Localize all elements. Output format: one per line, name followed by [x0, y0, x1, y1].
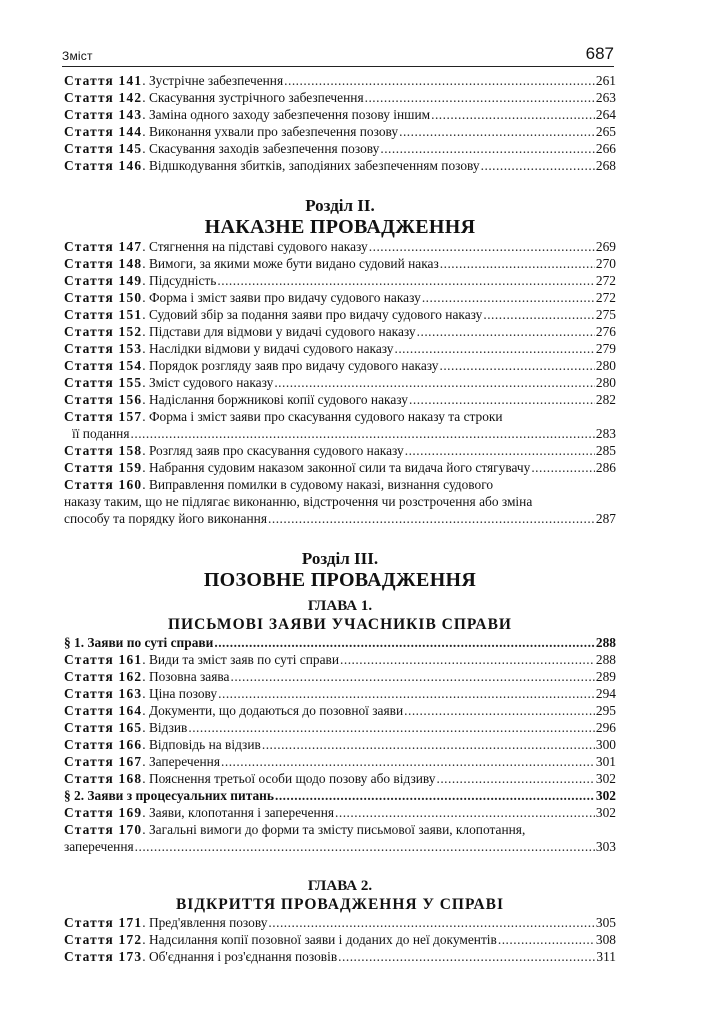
toc-entry [64, 323, 616, 340]
article-page: 272 [595, 290, 616, 305]
toc-entry [64, 72, 616, 89]
dot-leader [436, 770, 594, 787]
running-header [62, 44, 614, 67]
article-page: 269 [595, 239, 616, 254]
dot-leader [404, 702, 595, 719]
toc-entry [64, 651, 616, 668]
section-gap [64, 855, 616, 877]
article-page: 295 [595, 703, 616, 718]
article-number: Стаття 151 [64, 307, 143, 322]
dot-leader [268, 510, 595, 527]
article-title-end: способу та порядку його виконання [64, 511, 267, 526]
article-number: Стаття 142 [64, 90, 143, 105]
article-title: . Ціна позову [142, 686, 218, 701]
article-number: Стаття 157 [64, 409, 143, 424]
article-page: 288 [595, 652, 616, 667]
dot-leader [405, 442, 595, 459]
article-title: . Заперечення [142, 754, 221, 769]
dot-leader [365, 89, 595, 106]
article-title-end: її подання [72, 426, 130, 441]
article-title: . Види та зміст заяв по суті справи [142, 652, 340, 667]
dot-leader [214, 634, 595, 651]
article-number: Стаття 144 [64, 124, 143, 139]
section-gap [64, 527, 616, 549]
article-page: 261 [595, 73, 616, 88]
article-number: Стаття 169 [64, 805, 143, 820]
toc-entry [64, 89, 616, 106]
article-title: . Судовий збір за подання заяви про видачу судового наказу [142, 307, 483, 322]
toc-entry [64, 753, 616, 770]
article-page: 264 [595, 107, 616, 122]
toc-entry [64, 106, 616, 123]
article-number: Стаття 173 [64, 949, 143, 964]
article-title: . Відзив [142, 720, 188, 735]
article-number: Стаття 170 [64, 822, 143, 837]
section-label: Розділ ІІ. [305, 196, 375, 215]
toc-entry [64, 736, 616, 753]
toc-entry [64, 255, 616, 272]
dot-leader [188, 719, 595, 736]
article-number: Стаття 149 [64, 273, 143, 288]
dot-leader [380, 140, 595, 157]
dot-leader [481, 157, 595, 174]
chapter-label: ГЛАВА 2. [307, 878, 373, 894]
toc-entry [64, 140, 616, 157]
article-page: 294 [595, 686, 616, 701]
dot-leader [338, 948, 595, 965]
article-number: Стаття 154 [64, 358, 143, 373]
dot-leader [498, 931, 595, 948]
article-page: 300 [595, 737, 616, 752]
dot-leader [340, 651, 595, 668]
article-title: . Документи, що додаються до позовної заяви [142, 703, 404, 718]
article-page: 303 [595, 839, 616, 854]
toc-entry [64, 123, 616, 140]
article-title: . Відшкодування збитків, заподіяних забезпеченням позову [142, 158, 480, 173]
chapter-title: ВІДКРИТТЯ ПРОВАДЖЕННЯ У СПРАВІ [175, 896, 505, 913]
chapter-label: ГЛАВА 1. [307, 598, 373, 614]
dot-leader [230, 668, 594, 685]
toc-entry [64, 357, 616, 374]
toc-entry [64, 289, 616, 306]
toc-subsection [64, 634, 616, 651]
dot-leader [399, 123, 595, 140]
dot-leader [369, 238, 595, 255]
article-number: Стаття 141 [64, 73, 143, 88]
article-page: 287 [595, 511, 616, 526]
toc-entry [64, 391, 616, 408]
dot-leader [284, 72, 595, 89]
entry-last-line [64, 425, 616, 442]
article-page: 282 [595, 392, 616, 407]
article-number: Стаття 162 [64, 669, 143, 684]
page-number: 687 [585, 44, 614, 63]
article-title: . Відповідь на відзив [142, 737, 261, 752]
entry-first-line [64, 476, 616, 493]
dot-leader [439, 357, 594, 374]
article-number: Стаття 159 [64, 460, 143, 475]
article-page: 268 [595, 158, 616, 173]
toc-entry [64, 931, 616, 948]
entry-first-line [64, 408, 616, 425]
article-title: . Позовна заява [142, 669, 230, 684]
article-title: . Виправлення помилки в судовому наказі, визнання судового [142, 477, 494, 492]
article-page: 308 [595, 932, 616, 947]
article-title: . Скасування зустрічного забезпечення [142, 90, 364, 105]
toc-entry [64, 238, 616, 255]
article-title: . Зміст судового наказу [142, 375, 274, 390]
article-title: . Заяви, клопотання і заперечення [142, 805, 335, 820]
article-page: 302 [595, 788, 616, 803]
toc-entry [64, 948, 616, 965]
article-page: 288 [595, 635, 616, 650]
article-number: Стаття 158 [64, 443, 143, 458]
article-page: 280 [595, 358, 616, 373]
dot-leader [431, 106, 595, 123]
article-title: § 2. Заяви з процесуальних питань [64, 788, 274, 803]
article-title: . Пояснення третьої особи щодо позову або відзиву [142, 771, 436, 786]
section-title: НАКАЗНЕ ПРОВАДЖЕННЯ [204, 216, 476, 238]
article-number: Стаття 160 [64, 477, 143, 492]
toc-entry [64, 374, 616, 391]
toc-entry [64, 668, 616, 685]
article-page: 265 [595, 124, 616, 139]
article-number: Стаття 148 [64, 256, 143, 271]
article-number: Стаття 143 [64, 107, 143, 122]
dot-leader [274, 374, 595, 391]
entry-first-line [64, 821, 616, 838]
article-title: . Пред'явлення позову [142, 915, 268, 930]
dot-leader [135, 838, 595, 855]
chapter-title: ПИСЬМОВІ ЗАЯВИ УЧАСНИКІВ СПРАВИ [168, 616, 512, 633]
article-title: . Заміна одного заходу забезпечення позову іншим [142, 107, 431, 122]
toc-entry [64, 804, 616, 821]
dot-leader [217, 272, 595, 289]
dot-leader [262, 736, 595, 753]
article-number: Стаття 163 [64, 686, 143, 701]
article-page: 311 [596, 949, 616, 964]
toc-subsection [64, 787, 616, 804]
article-page: 301 [595, 754, 616, 769]
article-page: 272 [595, 273, 616, 288]
toc-entry [64, 702, 616, 719]
toc-entry [64, 442, 616, 459]
article-title: . Надсилання копії позовної заяви і доданих до неї документів [142, 932, 497, 947]
article-page: 302 [595, 771, 616, 786]
section-gap [64, 174, 616, 196]
toc-entry [64, 914, 616, 931]
article-title: . Об'єднання і роз'єднання позовів [142, 949, 338, 964]
article-number: Стаття 150 [64, 290, 143, 305]
article-number: Стаття 147 [64, 239, 143, 254]
dot-leader [218, 685, 595, 702]
dot-leader [483, 306, 595, 323]
article-title: . Виконання ухвали про забезпечення позову [142, 124, 399, 139]
toc-entry [64, 306, 616, 323]
dot-leader [422, 289, 595, 306]
toc-entry-multiline [64, 408, 616, 442]
article-number: Стаття 155 [64, 375, 143, 390]
header-section-name: Зміст [62, 49, 93, 63]
article-page: 305 [595, 915, 616, 930]
article-page: 276 [595, 324, 616, 339]
toc-entry-multiline [64, 821, 616, 855]
article-number: Стаття 153 [64, 341, 143, 356]
dot-leader [394, 340, 594, 357]
dot-leader [131, 425, 595, 442]
article-number: Стаття 172 [64, 932, 143, 947]
dot-leader [417, 323, 595, 340]
article-page: 279 [595, 341, 616, 356]
dot-leader [440, 255, 595, 272]
article-title: . Набрання судовим наказом законної сили та видача його стягувачу [142, 460, 531, 475]
article-page: 280 [595, 375, 616, 390]
dot-leader [409, 391, 595, 408]
article-title: . Порядок розгляду заяв про видачу судового наказу [142, 358, 439, 373]
toc-entry [64, 685, 616, 702]
article-number: Стаття 156 [64, 392, 143, 407]
article-title: . Наслідки відмови у видачі судового наказу [142, 341, 394, 356]
toc-entry-multiline [64, 476, 616, 527]
article-title: . Стягнення на підставі судового наказу [142, 239, 368, 254]
article-page: 286 [595, 460, 616, 475]
article-page: 302 [595, 805, 616, 820]
article-page: 270 [595, 256, 616, 271]
toc-entry [64, 770, 616, 787]
article-title: . Підсудність [142, 273, 217, 288]
entry-last-line [64, 510, 616, 527]
article-number: Стаття 166 [64, 737, 143, 752]
article-number: Стаття 145 [64, 141, 143, 156]
dot-leader [275, 787, 595, 804]
article-page: 289 [595, 669, 616, 684]
article-title: . Скасування заходів забезпечення позову [142, 141, 380, 156]
dot-leader [335, 804, 595, 821]
article-page: 285 [595, 443, 616, 458]
article-title: . Форма і зміст заяви про скасування судового наказу та строки [142, 409, 503, 424]
toc-entry [64, 719, 616, 736]
article-title: . Підстави для відмови у видачі судового наказу [142, 324, 416, 339]
article-title: . Загальні вимоги до форми та змісту письмової заяви, клопотання, [142, 822, 526, 837]
article-page: 283 [595, 426, 616, 441]
article-title: . Вимоги, за якими може бути видано судовий наказ [142, 256, 439, 271]
article-number: Стаття 171 [64, 915, 143, 930]
article-number: Стаття 161 [64, 652, 143, 667]
toc-entry [64, 459, 616, 476]
article-title: . Розгляд заяв про скасування судового наказу [142, 443, 404, 458]
article-title: . Зустрічне забезпечення [142, 73, 284, 88]
dot-leader [268, 914, 595, 931]
toc-entry [64, 340, 616, 357]
article-page: 263 [595, 90, 616, 105]
section-title: ПОЗОВНЕ ПРОВАДЖЕННЯ [203, 569, 477, 591]
article-title: . Форма і зміст заяви про видачу судового наказу [142, 290, 421, 305]
article-number: Стаття 168 [64, 771, 143, 786]
toc-entry [64, 157, 616, 174]
table-of-contents [64, 72, 616, 965]
section-label: Розділ ІІІ. [301, 549, 379, 568]
article-number: Стаття 152 [64, 324, 143, 339]
toc-entry [64, 272, 616, 289]
article-title: § 1. Заяви по суті справи [64, 635, 214, 650]
article-number: Стаття 164 [64, 703, 143, 718]
article-number: Стаття 165 [64, 720, 143, 735]
article-page: 266 [595, 141, 616, 156]
article-number: Стаття 146 [64, 158, 143, 173]
dot-leader [221, 753, 595, 770]
article-number: Стаття 167 [64, 754, 143, 769]
entry-last-line [64, 838, 616, 855]
article-title: . Надіслання боржникові копії судового наказу [142, 392, 408, 407]
article-page: 275 [595, 307, 616, 322]
dot-leader [531, 459, 595, 476]
entry-continuation-line: наказу таким, що не підлягає виконанню, відстрочення чи розстрочення або зміна [64, 494, 533, 509]
article-page: 296 [595, 720, 616, 735]
article-title-end: заперечення [64, 839, 134, 854]
